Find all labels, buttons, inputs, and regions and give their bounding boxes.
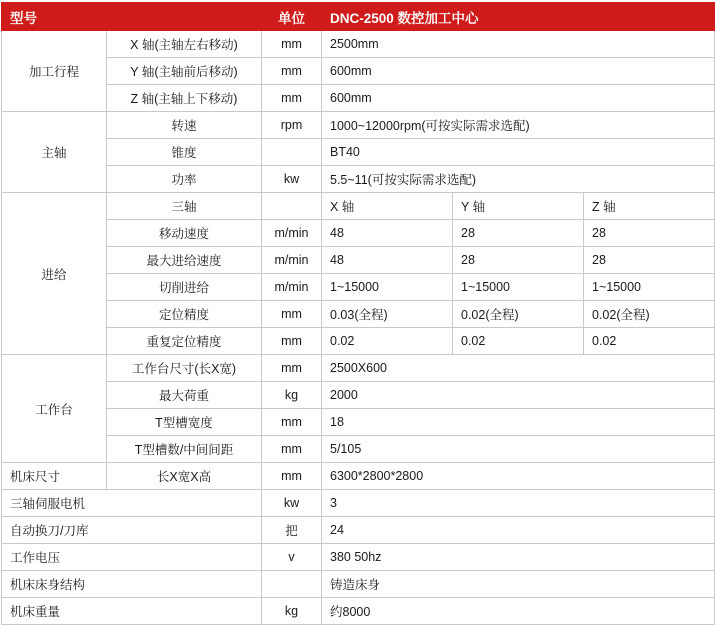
row-value: 18 — [322, 409, 715, 436]
row-value: 2500X600 — [322, 355, 715, 382]
row-value: 380 50hz — [322, 544, 715, 571]
row-value: 2000 — [322, 382, 715, 409]
table-row — [2, 436, 715, 463]
row-unit: m/min — [262, 274, 322, 301]
row-value-z: 28 — [584, 247, 715, 274]
header-product-name: DNC-2500 数控加工中心 — [322, 3, 715, 31]
table-row — [2, 571, 715, 598]
row-unit: rpm — [262, 112, 322, 139]
table-row — [2, 328, 715, 355]
row-value-x: 48 — [322, 220, 453, 247]
table-row — [2, 490, 715, 517]
row-value-z: 28 — [584, 220, 715, 247]
row-label: T型槽数/中间间距 — [107, 436, 262, 463]
group-label-travel: 加工行程 — [2, 31, 107, 112]
row-value: 600mm — [322, 85, 715, 112]
row-label-tool-changer: 自动换刀/刀库 — [2, 517, 262, 544]
row-value-z: 0.02 — [584, 328, 715, 355]
table-header-row — [2, 3, 715, 31]
row-label: 最大进给速度 — [107, 247, 262, 274]
table-row — [2, 517, 715, 544]
column-header-y: Y 轴 — [453, 193, 584, 220]
row-value-y: 1~15000 — [453, 274, 584, 301]
row-value: 约8000 — [322, 598, 715, 625]
row-unit — [262, 193, 322, 220]
row-unit: mm — [262, 31, 322, 58]
row-unit: mm — [262, 301, 322, 328]
row-unit: m/min — [262, 220, 322, 247]
row-unit: mm — [262, 463, 322, 490]
table-row — [2, 112, 715, 139]
row-sublabel: 长X宽X高 — [107, 463, 262, 490]
row-label-bed-structure: 机床床身结构 — [2, 571, 262, 598]
row-label: 最大荷重 — [107, 382, 262, 409]
row-label: 锥度 — [107, 139, 262, 166]
row-unit: kw — [262, 166, 322, 193]
row-value: 2500mm — [322, 31, 715, 58]
row-label: 转速 — [107, 112, 262, 139]
row-value: 6300*2800*2800 — [322, 463, 715, 490]
table-row — [2, 463, 715, 490]
row-unit: mm — [262, 85, 322, 112]
row-label-voltage: 工作电压 — [2, 544, 262, 571]
header-unit-label: 单位 — [262, 3, 322, 31]
row-unit: mm — [262, 355, 322, 382]
row-unit: kg — [262, 382, 322, 409]
row-value: 1000~12000rpm(可按实际需求选配) — [322, 112, 715, 139]
table-row — [2, 31, 715, 58]
row-label: T型槽宽度 — [107, 409, 262, 436]
row-unit: 把 — [262, 517, 322, 544]
row-unit: mm — [262, 409, 322, 436]
table-row — [2, 166, 715, 193]
table-row — [2, 220, 715, 247]
table-row — [2, 193, 715, 220]
table-row — [2, 247, 715, 274]
row-unit — [262, 139, 322, 166]
row-unit: kg — [262, 598, 322, 625]
row-value: 5/105 — [322, 436, 715, 463]
row-label: X 轴(主轴左右移动) — [107, 31, 262, 58]
row-value-x: 0.02 — [322, 328, 453, 355]
table-row — [2, 544, 715, 571]
row-value-z: 0.02(全程) — [584, 301, 715, 328]
table-row — [2, 58, 715, 85]
table-row — [2, 139, 715, 166]
row-unit: mm — [262, 58, 322, 85]
header-model-label: 型号 — [2, 3, 262, 31]
table-row — [2, 355, 715, 382]
row-value: BT40 — [322, 139, 715, 166]
row-unit — [262, 571, 322, 598]
row-value-x: 48 — [322, 247, 453, 274]
row-value-y: 0.02 — [453, 328, 584, 355]
row-label: 移动速度 — [107, 220, 262, 247]
row-label: Z 轴(主轴上下移动) — [107, 85, 262, 112]
row-value: 铸造床身 — [322, 571, 715, 598]
row-value-x: 0.03(全程) — [322, 301, 453, 328]
group-label-spindle: 主轴 — [2, 112, 107, 193]
row-value-x: 1~15000 — [322, 274, 453, 301]
row-label: 三轴 — [107, 193, 262, 220]
row-unit: m/min — [262, 247, 322, 274]
row-label: 功率 — [107, 166, 262, 193]
row-label: 工作台尺寸(长X宽) — [107, 355, 262, 382]
table-row — [2, 409, 715, 436]
row-unit: kw — [262, 490, 322, 517]
column-header-x: X 轴 — [322, 193, 453, 220]
table-row — [2, 598, 715, 625]
group-label-worktable: 工作台 — [2, 355, 107, 463]
row-value: 600mm — [322, 58, 715, 85]
row-value: 24 — [322, 517, 715, 544]
row-label: 重复定位精度 — [107, 328, 262, 355]
specification-table — [1, 2, 715, 625]
row-label: 切削进给 — [107, 274, 262, 301]
table-row — [2, 274, 715, 301]
row-label-machine-size: 机床尺寸 — [2, 463, 107, 490]
group-label-feed: 进给 — [2, 193, 107, 355]
row-value-y: 0.02(全程) — [453, 301, 584, 328]
row-unit: mm — [262, 436, 322, 463]
row-unit: v — [262, 544, 322, 571]
row-unit: mm — [262, 328, 322, 355]
row-value-y: 28 — [453, 247, 584, 274]
table-row — [2, 301, 715, 328]
row-value-z: 1~15000 — [584, 274, 715, 301]
row-value: 3 — [322, 490, 715, 517]
row-label: 定位精度 — [107, 301, 262, 328]
table-row — [2, 382, 715, 409]
column-header-z: Z 轴 — [584, 193, 715, 220]
row-label-servo-motor: 三轴伺服电机 — [2, 490, 262, 517]
row-value-y: 28 — [453, 220, 584, 247]
row-label: Y 轴(主轴前后移动) — [107, 58, 262, 85]
row-value: 5.5~11(可按实际需求选配) — [322, 166, 715, 193]
table-row — [2, 85, 715, 112]
row-label-weight: 机床重量 — [2, 598, 262, 625]
